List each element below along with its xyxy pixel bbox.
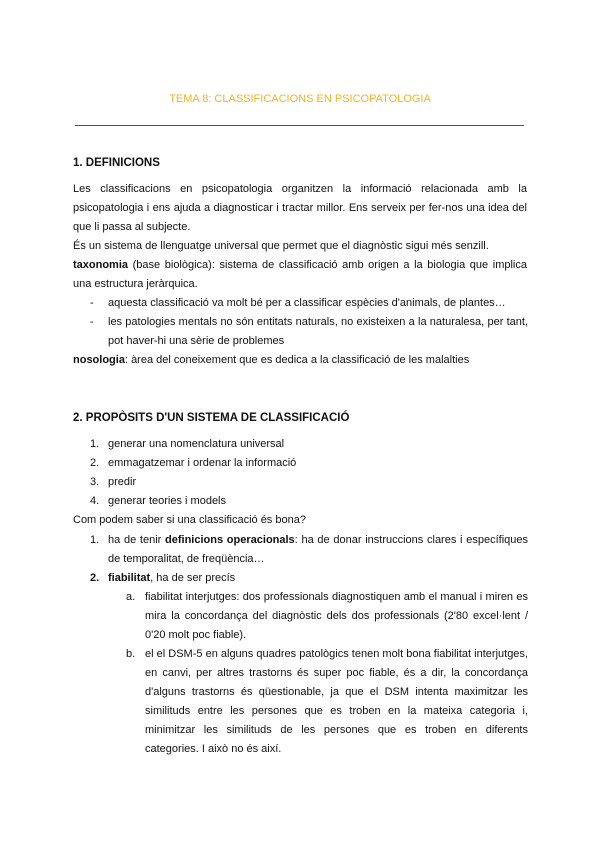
purpose-item: generar teories i models xyxy=(108,495,227,507)
list-number: 1. xyxy=(90,438,100,450)
list-number: 2. xyxy=(90,457,100,469)
section-1-heading: 1. DEFINICIONS xyxy=(73,157,160,169)
list-number: 1. xyxy=(90,534,100,546)
criterion-text: , ha de ser precís xyxy=(150,572,236,584)
purpose-item: emmagatzemar i ordenar la informació xyxy=(108,457,297,469)
purpose-item: generar una nomenclatura universal xyxy=(108,438,285,450)
list-number: 4. xyxy=(90,495,100,507)
criterion-item xyxy=(108,531,528,569)
list-number: 3. xyxy=(90,476,100,488)
bullet-item: aquesta classificació va molt bé per a classificar espècies d'animals, de plantes… xyxy=(108,297,506,309)
criterion-prefix: ha de tenir xyxy=(108,534,166,546)
quality-question: Com podem saber si una classificació és bona? xyxy=(73,514,306,526)
bullet-marker: - xyxy=(90,316,94,328)
nosology-definition xyxy=(73,351,527,370)
bullet-marker: - xyxy=(90,297,94,309)
list-number: 2. xyxy=(90,572,100,584)
system-paragraph: És un sistema de llenguatge universal que permet que el diagnòstic sigui més senzill. xyxy=(73,240,489,252)
reliability-subitem: fiabilitat interjutges: dos professionals diagnostiquen amb el manual i miren es mira la concordança del diagnòstic dels dos professionals (2'80 excel·lent / 0'20 molt poc fiable). xyxy=(145,591,528,641)
nosology-text: : àrea del coneixement que es dedica a la classificació de les malalties xyxy=(124,354,470,366)
section-2-heading: 2. PROPÒSITS D'UN SISTEMA DE CLASSIFICACIÓ xyxy=(73,412,350,424)
title-divider xyxy=(75,125,524,126)
bullet-item: les patologies mentals no són entitats naturals, no existeixen a la naturalesa, per tant, pot haver-hi una sèrie de problemes xyxy=(108,316,528,347)
criterion-item xyxy=(108,569,235,588)
reliability-subitem: el el DSM-5 en alguns quadres patològics tenen molt bona fiabilitat interjutges, en canvi, per altres trastorns és super poc fiable, és a dir, la concordança d'alguns trastorns és qüestionable, ja que el DSM intenta maximitzar les similituds entre les persones que es troben en la mateixa categoria i, minimitzar les similituds de les persones que es troben en diferents categories. I això no és així. xyxy=(145,648,528,755)
page-title: TEMA 8: CLASSIFICACIONS EN PSICOPATOLOGIA xyxy=(169,93,431,105)
criterion-term: fiabilitat xyxy=(108,572,151,584)
taxonomy-term: taxonomia xyxy=(73,259,129,271)
criterion-text: : ha de donar instruccions clares i específiques de temporalitat, de freqüència… xyxy=(108,534,528,565)
purpose-item: predir xyxy=(108,476,137,488)
criterion-term: definicions operacionals xyxy=(165,534,295,546)
taxonomy-definition xyxy=(73,256,527,294)
intro-paragraph: Les classificacions en psicopatologia organitzen la informació relacionada amb la psicopatologia i ens ajuda a diagnosticar i tractar millor. Ens serveix per fer-nos una idea del que li passa al subjecte. xyxy=(73,183,527,233)
nosology-term: nosologia xyxy=(73,354,125,366)
sublist-letter: b. xyxy=(126,648,136,660)
taxonomy-text: (base biològica): sistema de classificació amb origen a la biologia que implica una estructura jeràrquica. xyxy=(73,259,527,290)
sublist-letter: a. xyxy=(126,591,136,603)
